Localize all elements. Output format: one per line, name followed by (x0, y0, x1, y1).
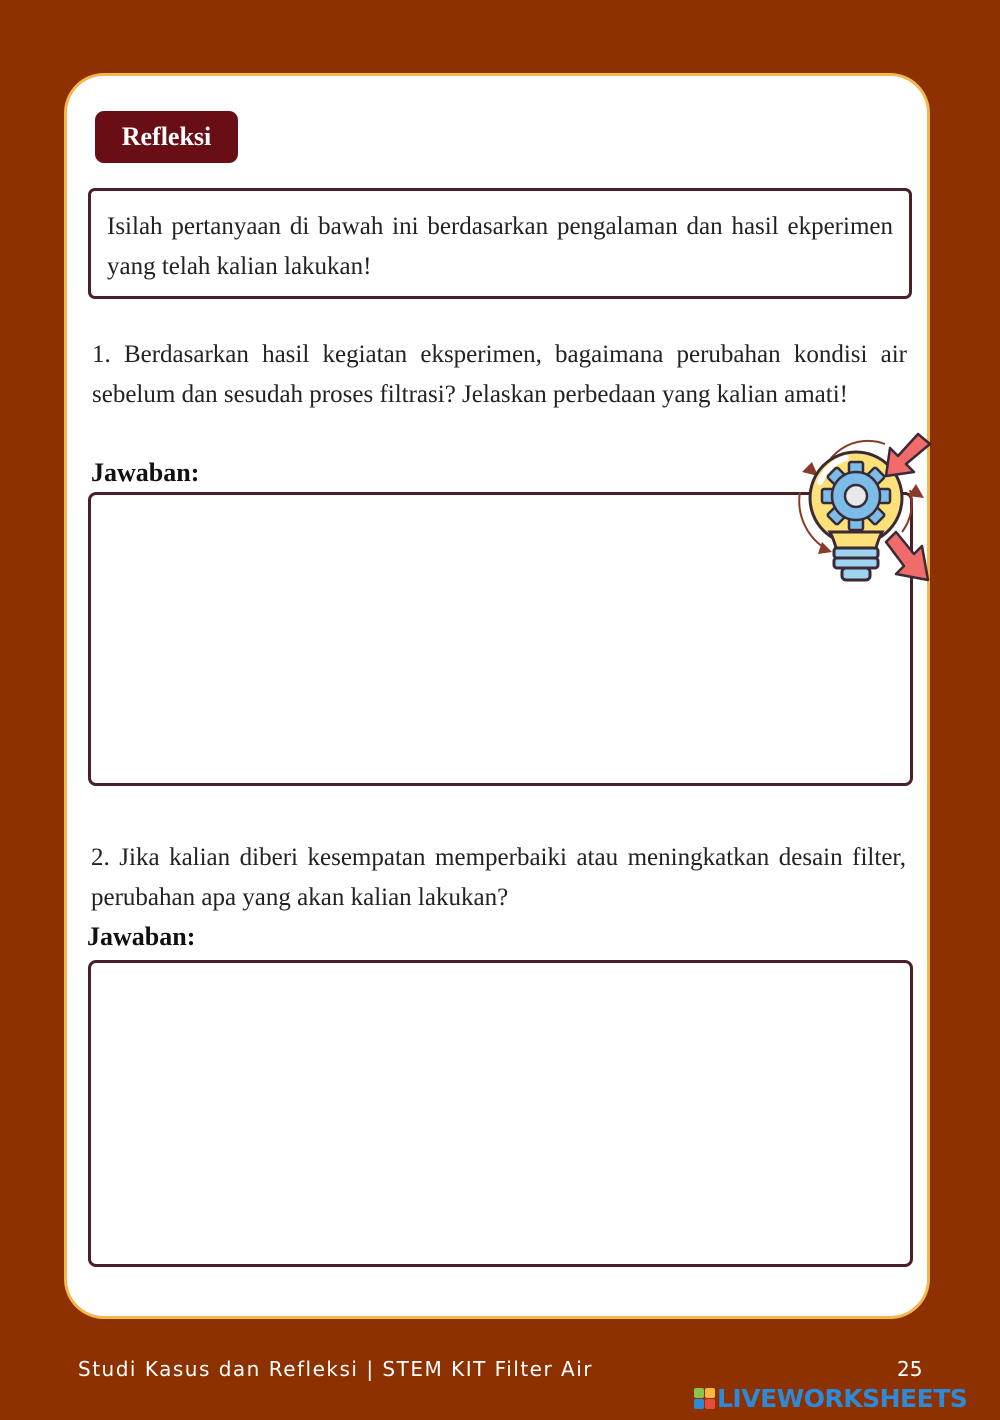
answer-label-2: Jawaban: (87, 922, 196, 951)
watermark-logo-icon (694, 1388, 715, 1409)
lightbulb-gear-icon (790, 432, 935, 590)
answer-label-1: Jawaban: (91, 458, 200, 487)
section-badge: Refleksi (95, 111, 238, 163)
question-1-text: 1. Berdasarkan hasil kegiatan eksperimen, bagaimana perubahan kondisi air sebelum dan sesudah proses filtrasi? Jelaskan perbedaan yang kalian amati! (92, 341, 907, 408)
question-2-text: 2. Jika kalian diberi kesempatan memperbaiki atau meningkatkan desain filter, perubahan apa yang akan kalian lakukan? (91, 844, 906, 911)
answer-box-2[interactable] (88, 960, 913, 1267)
instruction-box (88, 188, 912, 299)
footer-title: Studi Kasus dan Refleksi | STEM KIT Filter Air (78, 1357, 594, 1381)
liveworksheets-watermark (694, 1383, 967, 1413)
instruction-text: Isilah pertanyaan di bawah ini berdasarkan pengalaman dan hasil ekperimen yang telah kalian lakukan! (107, 213, 893, 280)
page-number: 25 (897, 1357, 923, 1381)
watermark-text: LIVEWORKSHEETS (717, 1383, 968, 1413)
